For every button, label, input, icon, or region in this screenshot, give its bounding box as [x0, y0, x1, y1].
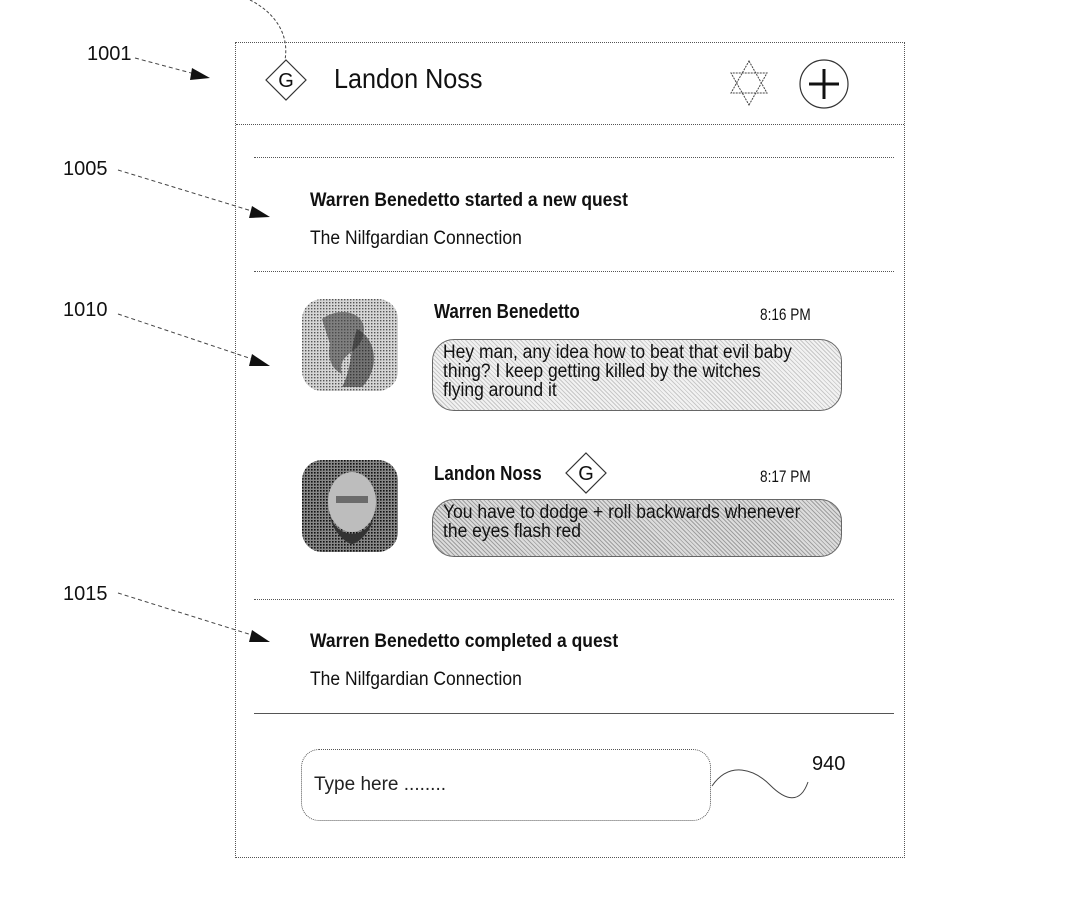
event-subtitle: The Nilfgardian Connection — [310, 669, 522, 690]
message-line: the eyes flash red — [443, 521, 581, 542]
ref-label-1010: 1010 — [63, 299, 108, 321]
message-bubble — [432, 339, 842, 411]
message-input-box — [301, 749, 711, 821]
add-button[interactable] — [798, 58, 850, 115]
avatar[interactable] — [302, 299, 398, 391]
plus-circle-icon — [798, 58, 850, 110]
divider — [254, 271, 894, 272]
message-line: You have to dodge + roll backwards whenever — [443, 502, 801, 523]
chat-header — [236, 43, 904, 125]
message-input[interactable] — [312, 773, 710, 797]
star-of-david-icon[interactable] — [723, 57, 775, 114]
event-subtitle: The Nilfgardian Connection — [310, 228, 522, 249]
g-badge-icon — [564, 451, 608, 495]
message-line: flying around it — [443, 380, 557, 401]
message-time: 8:16 PM — [760, 305, 811, 324]
message-line: Hey man, any idea how to beat that evil baby — [443, 342, 792, 363]
message-sender-name: Landon Noss — [434, 463, 542, 485]
ref-label-1005: 1005 — [63, 158, 108, 180]
svg-text:G: G — [578, 463, 594, 485]
svg-text:G: G — [278, 70, 294, 92]
message-sender-name: Warren Benedetto — [434, 301, 580, 323]
divider — [254, 599, 894, 600]
divider — [254, 713, 894, 714]
g-badge-icon — [264, 58, 308, 102]
avatar[interactable] — [302, 460, 398, 552]
chat-panel — [235, 42, 905, 858]
header-title: Landon Noss — [334, 63, 483, 94]
divider — [254, 157, 894, 158]
ref-label-940: 940 — [812, 753, 846, 775]
message-time: 8:17 PM — [760, 467, 811, 486]
ref-label-1001: 1001 — [87, 43, 132, 65]
event-title: Warren Benedetto completed a quest — [310, 631, 619, 652]
message-line: thing? I keep getting killed by the witches — [443, 361, 761, 382]
event-title: Warren Benedetto started a new quest — [310, 190, 628, 211]
ref-label-1015: 1015 — [63, 583, 108, 605]
message-bubble — [432, 499, 842, 557]
